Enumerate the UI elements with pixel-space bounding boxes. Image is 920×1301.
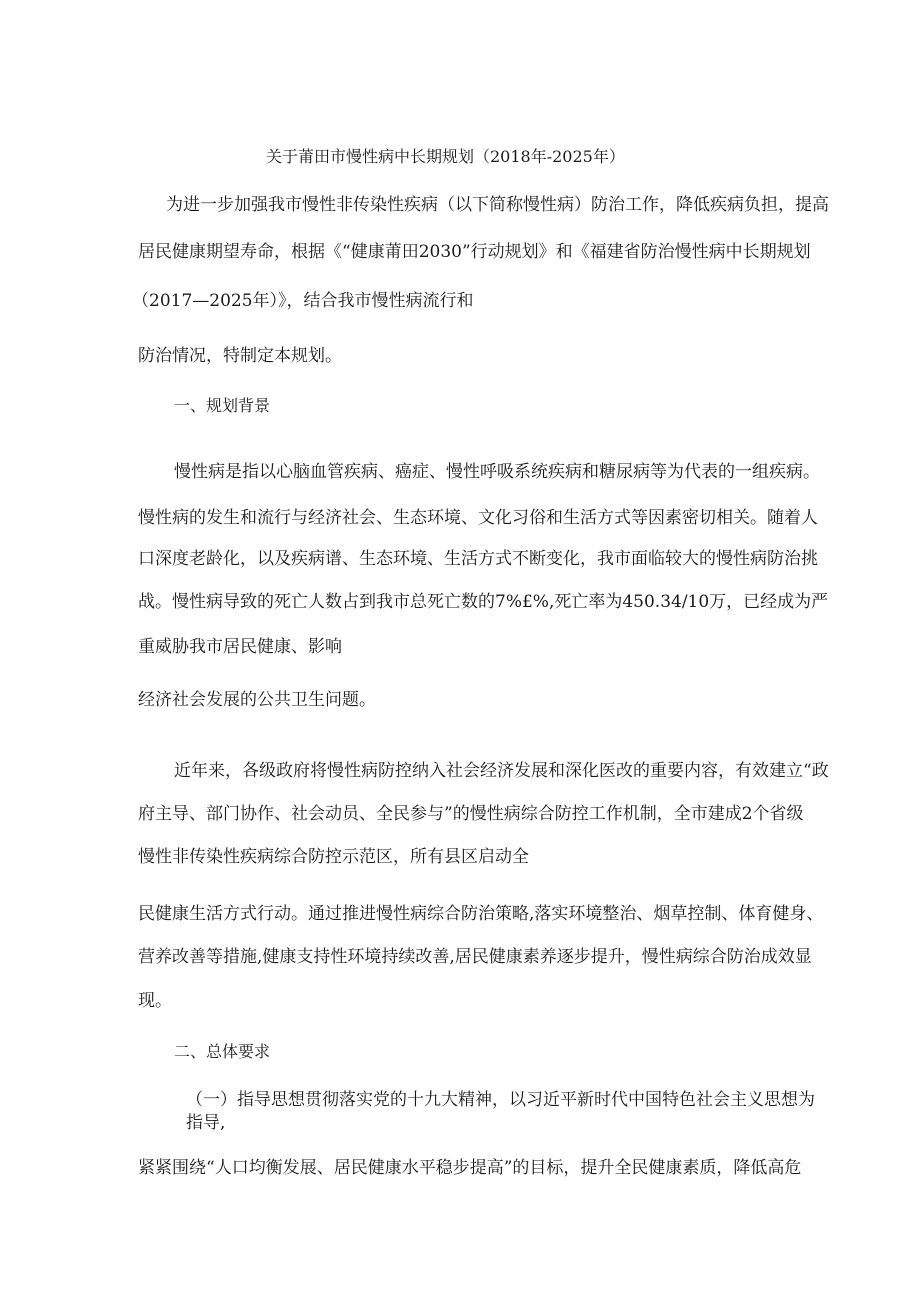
intro-line-2: 居民健康期望寿命，根据《“健康莆田2030”行动规划》和《福建省防治慢性病中长期规划 — [138, 242, 811, 262]
section-1-para-1-line-6: 经济社会发展的公共卫生问题。 — [138, 690, 376, 710]
section-1-para-1-line-1: 慢性病是指以心脑血管疾病、癌症、慢性呼吸系统疾病和糖尿病等为代表的一组疾病。 — [174, 462, 820, 482]
section-1-para-1-line-3: 口深度老龄化，以及疾病谱、生态环境、生活方式不断变化，我市面临较大的慢性病防治挑 — [138, 549, 818, 569]
document-title: 关于莆田市慢性病中长期规划（2018年-2025年） — [266, 147, 625, 166]
intro-line-3: （2017—2025年）》，结合我市慢性病流行和 — [132, 291, 474, 311]
section-2-para-1-line-2: 指导, — [186, 1113, 226, 1133]
section-1-para-2-line-3: 慢性非传染性疾病综合防控示范区，所有县区启动全 — [138, 847, 529, 867]
section-2-para-1-line-3: 紧紧围绕“人口均衡发展、居民健康水平稳步提高”的目标，提升全民健康素质，降低高危 — [138, 1158, 802, 1178]
section-1-para-2-line-4: 民健康生活方式行动。通过推进慢性病综合防治策略,落实环境整治、烟草控制、体育健身、 — [138, 904, 824, 924]
section-2-para-1-line-1: （一）指导思想贯彻落实党的十九大精神，以习近平新时代中国特色社会主义思想为 — [186, 1090, 815, 1110]
section-1-para-2-line-6: 现。 — [138, 991, 172, 1011]
section-1-para-1-line-5: 重威胁我市居民健康、影响 — [138, 637, 342, 657]
intro-line-4: 防治情况，特制定本规划。 — [138, 346, 342, 366]
section-1-para-2-line-1: 近年来，各级政府将慢性病防控纳入社会经济发展和深化医改的重要内容，有效建立“政 — [174, 761, 829, 781]
section-1-heading: 一、规划背景 — [174, 396, 271, 415]
section-1-para-1-line-2: 慢性病的发生和流行与经济社会、生态环境、文化习俗和生活方式等因素密切相关。随着人 — [138, 508, 818, 528]
intro-line-1: 为进一步加强我市慢性非传染性疾病（以下简称慢性病）防治工作，降低疾病负担，提高 — [166, 195, 829, 215]
section-2-heading: 二、总体要求 — [174, 1042, 271, 1061]
section-1-para-1-line-4: 战。慢性病导致的死亡人数占到我市总死亡数的7%£%,死亡率为450.34/10万，已经成为严 — [138, 592, 829, 612]
section-1-para-2-line-2: 府主导、部门协作、社会动员、全民参与”的慢性病综合防控工作机制，全市建成2个省级 — [138, 804, 804, 824]
section-1-para-2-line-5: 营养改善等措施,健康支持性环境持续改善,居民健康素养逐步提升，慢性病综合防治成效显 — [138, 947, 812, 967]
